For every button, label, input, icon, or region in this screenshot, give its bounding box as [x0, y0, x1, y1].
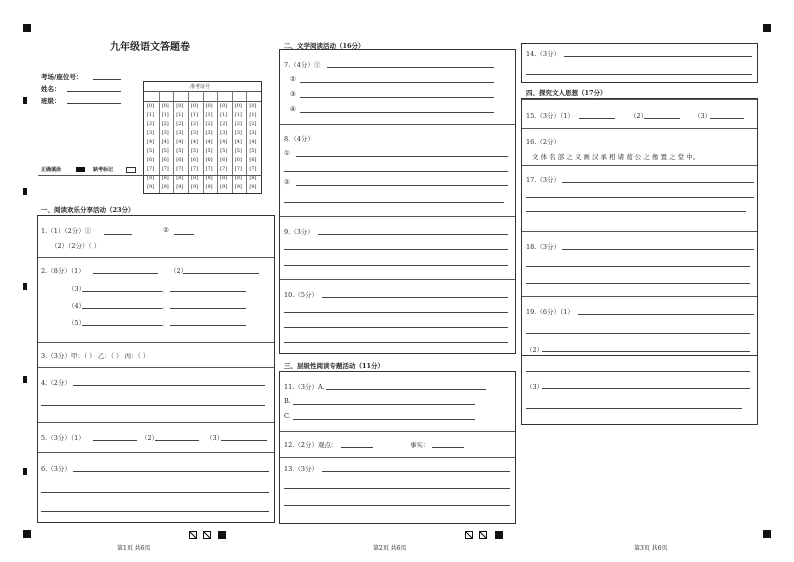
q17-answer-line[interactable] [526, 197, 754, 198]
q9-label: 9.（3分） [284, 228, 314, 236]
exam-digit-bubble[interactable]: [2] [220, 121, 228, 127]
q14-answer-line[interactable] [564, 56, 752, 57]
q18-label: 18.（3分） [526, 243, 560, 251]
exam-digit-bubble[interactable]: [4] [220, 139, 228, 145]
page-code-mark [218, 531, 226, 539]
corner-mark-bl [23, 530, 31, 538]
page-code-mark [465, 531, 473, 539]
exam-digit-bubble[interactable]: [5] [161, 148, 169, 154]
q10-answer-line[interactable] [322, 297, 508, 298]
exam-digit-bubble[interactable]: [1] [161, 112, 169, 118]
q8-2-answer[interactable] [296, 185, 508, 186]
q19-answer-line[interactable] [526, 408, 742, 409]
q15-2-label: （2） [630, 112, 648, 120]
q13-answer-line[interactable] [322, 471, 510, 472]
q11-b-answer[interactable] [293, 404, 475, 405]
exam-digit-bubble[interactable]: [0] [205, 103, 213, 109]
q8-label: 8.（4分） [284, 135, 314, 143]
q1-label: 1.（1）（2分）① [41, 227, 92, 235]
exam-digit-bubble[interactable]: [4] [205, 139, 213, 145]
exam-digit-bubble[interactable]: [8] [176, 175, 184, 181]
page-number-1: 第1页 共6页 [117, 545, 151, 552]
q7-1-answer[interactable] [327, 67, 494, 68]
q2-5-label: （5） [68, 319, 86, 327]
exam-digit-bubble[interactable]: [4] [234, 139, 242, 145]
q9-answer-line[interactable] [284, 249, 508, 250]
exam-digit-bubble[interactable]: [9] [190, 184, 198, 190]
q18-answer-line[interactable] [526, 283, 750, 284]
q19-2-answer[interactable] [542, 351, 750, 352]
page-number-2: 第2页 共6页 [373, 545, 407, 552]
q15-3-answer[interactable] [710, 118, 744, 119]
section-1-title: 一、阅读欢乐分享活动（23分） [41, 206, 135, 214]
exam-digit-bubble[interactable]: [5] [147, 148, 155, 154]
exam-digit-bubble[interactable]: [0] [249, 103, 257, 109]
exam-digit-bubble[interactable]: [5] [220, 148, 228, 154]
q7-3-answer[interactable] [300, 97, 494, 98]
q19-2-label: （2） [526, 346, 544, 354]
q19-answer-line[interactable] [526, 333, 750, 334]
exam-digit-bubble[interactable]: [1] [249, 112, 257, 118]
exam-digit-bubble[interactable]: [7] [234, 166, 242, 172]
section-4-title: 四、探究文人思想（17分） [526, 89, 607, 97]
exam-digit-bubble[interactable]: [6] [220, 157, 228, 163]
q8-answer-line[interactable] [284, 171, 508, 172]
q6-answer-line[interactable] [41, 511, 269, 512]
exam-digit-bubble[interactable]: [8] [205, 175, 213, 181]
exam-digit-bubble[interactable]: [9] [161, 184, 169, 190]
q17-answer-line[interactable] [526, 211, 746, 212]
exam-digit-bubble[interactable]: [6] [176, 157, 184, 163]
exam-digit-bubble[interactable]: [9] [220, 184, 228, 190]
q7-4-label: ④ [290, 105, 296, 113]
exam-digit-bubble[interactable]: [1] [234, 112, 242, 118]
exam-digit-bubble[interactable]: [7] [249, 166, 257, 172]
exam-digit-bubble[interactable]: [7] [161, 166, 169, 172]
corner-mark-tl [23, 24, 31, 32]
q5-label: 5.（3分）（1） [41, 434, 85, 442]
q4-answer-line[interactable] [41, 405, 265, 406]
q16-label: 16.（2分） [526, 138, 560, 146]
q16-text: 文 体 名 部 之 义 画 汉 承 相 诸 葛 公 之 像 置 之 堂 中。 [532, 153, 700, 161]
q17-answer-line[interactable] [562, 182, 754, 183]
exam-digit-bubble[interactable]: [6] [147, 157, 155, 163]
section-3-title: 三、层级性阅读专题活动（11分） [284, 362, 385, 370]
exam-number-grid[interactable] [143, 81, 262, 194]
q9-answer-line[interactable] [284, 265, 508, 266]
side-mark [23, 468, 27, 475]
q15-1-answer[interactable] [579, 118, 615, 119]
exam-digit-bubble[interactable]: [9] [147, 184, 155, 190]
exam-digit-bubble[interactable]: [6] [205, 157, 213, 163]
q12-fact-answer[interactable] [432, 447, 464, 448]
exam-digit-bubble[interactable]: [0] [176, 103, 184, 109]
q2-1-answer[interactable] [93, 273, 158, 274]
q1b-label: （2）（2分）（ ） [51, 242, 101, 250]
exam-digit-bubble[interactable]: [6] [161, 157, 169, 163]
q8-2-label: ② [284, 178, 290, 186]
exam-digit-bubble[interactable]: [1] [176, 112, 184, 118]
exam-digit-bubble[interactable]: [1] [190, 112, 198, 118]
q19-3-answer[interactable] [542, 388, 750, 389]
q2-3-answer-a[interactable] [82, 291, 162, 292]
exam-digit-bubble[interactable]: [1] [205, 112, 213, 118]
exam-digit-bubble[interactable]: [2] [176, 121, 184, 127]
q7-3-label: ③ [290, 90, 296, 98]
exam-digit-bubble[interactable]: [0] [161, 103, 169, 109]
q19-answer-line[interactable] [526, 371, 750, 372]
exam-digit-bubble[interactable]: [3] [249, 130, 257, 136]
exam-digit-bubble[interactable]: [6] [190, 157, 198, 163]
exam-digit-bubble[interactable]: [3] [176, 130, 184, 136]
answer-area-2[interactable] [279, 49, 516, 354]
exam-digit-bubble[interactable]: [3] [161, 130, 169, 136]
q6-label: 6.（3分） [41, 465, 71, 473]
q2-2-label: （2） [170, 267, 188, 275]
q5-3-label: （3） [206, 434, 224, 442]
exam-digit-bubble[interactable]: [5] [249, 148, 257, 154]
q11-c-label: C. [284, 412, 291, 420]
page-code-mark [203, 531, 211, 539]
exam-digit-bubble[interactable]: [3] [220, 130, 228, 136]
q1-2-label: ② [163, 226, 169, 234]
q2-5-answer-b[interactable] [170, 325, 246, 326]
answer-area-6[interactable] [521, 346, 758, 425]
q10-label: 10.（5分） [284, 291, 318, 299]
q6-answer-line[interactable] [41, 492, 269, 493]
corner-mark-tr [763, 24, 771, 32]
q15-3-label: （3） [694, 112, 712, 120]
room-label: 考场/座位号： [41, 73, 83, 81]
correct-fill-label: 正确填涂 [41, 167, 62, 173]
exam-digit-bubble[interactable]: [5] [234, 148, 242, 154]
q2-4-answer-b[interactable] [170, 308, 246, 309]
q5-2-label: （2） [141, 434, 159, 442]
exam-digit-bubble[interactable]: [3] [205, 130, 213, 136]
q14-answer-line[interactable] [526, 74, 752, 75]
class-field[interactable] [67, 103, 121, 104]
q7-4-answer[interactable] [300, 112, 494, 113]
q15-2-answer[interactable] [644, 118, 680, 119]
q4-label: 4.（2分） [41, 379, 71, 387]
q2-5-answer-a[interactable] [82, 325, 162, 326]
q2-4-answer-a[interactable] [82, 308, 162, 309]
q13-label: 13.（3分） [284, 465, 318, 473]
exam-digit-bubble[interactable]: [1] [147, 112, 155, 118]
exam-digit-bubble[interactable]: [2] [234, 121, 242, 127]
q10-answer-line[interactable] [284, 342, 508, 343]
exam-digit-bubble[interactable]: [8] [147, 175, 155, 181]
name-field[interactable] [67, 91, 121, 92]
side-mark [23, 188, 27, 195]
exam-digit-bubble[interactable]: [3] [147, 130, 155, 136]
exam-digit-bubble[interactable]: [1] [220, 112, 228, 118]
exam-digit-bubble[interactable]: [8] [220, 175, 228, 181]
q7-label: 7.（4分）① [284, 61, 321, 69]
absent-mark-box[interactable] [126, 167, 136, 173]
q11-c-answer[interactable] [293, 419, 475, 420]
q11-b-label: B. [284, 397, 291, 405]
exam-digit-bubble[interactable]: [7] [205, 166, 213, 172]
q13-answer-line[interactable] [284, 488, 510, 489]
q17-label: 17.（3分） [526, 176, 560, 184]
q14-label: 14.（3分） [526, 50, 560, 58]
exam-digit-bubble[interactable]: [5] [190, 148, 198, 154]
q5-3-answer[interactable] [221, 440, 267, 441]
q1-2-answer[interactable] [174, 234, 194, 235]
q2-3-label: （3） [68, 285, 86, 293]
exam-digit-bubble[interactable]: [7] [147, 166, 155, 172]
exam-number-label: 准考证号 [190, 84, 211, 90]
exam-digit-bubble[interactable]: [2] [161, 121, 169, 127]
exam-digit-bubble[interactable]: [7] [176, 166, 184, 172]
q10-answer-line[interactable] [284, 327, 508, 328]
exam-digit-bubble[interactable]: [8] [249, 175, 257, 181]
exam-digit-bubble[interactable]: [2] [147, 121, 155, 127]
exam-digit-bubble[interactable]: [4] [190, 139, 198, 145]
page-code-mark [479, 531, 487, 539]
q7-2-answer[interactable] [300, 82, 494, 83]
page-title: 九年级语文答题卷 [110, 42, 190, 53]
exam-digit-bubble[interactable]: [7] [190, 166, 198, 172]
exam-digit-bubble[interactable]: [0] [234, 103, 242, 109]
q2-4-label: （4） [68, 302, 86, 310]
exam-digit-bubble[interactable]: [6] [234, 157, 242, 163]
exam-digit-bubble[interactable]: [9] [176, 184, 184, 190]
correct-fill-sample [76, 167, 85, 172]
q12-viewpoint-answer[interactable] [341, 447, 373, 448]
page-code-mark [189, 531, 197, 539]
q19-label: 19.（6分）（1） [526, 308, 574, 316]
q18-answer-line[interactable] [526, 266, 750, 267]
answer-area-3[interactable] [279, 371, 516, 524]
page-code-mark [495, 531, 503, 539]
q10-answer-line[interactable] [284, 312, 508, 313]
exam-digit-bubble[interactable]: [2] [205, 121, 213, 127]
q11-label: 11.（3分）A. [284, 383, 325, 391]
exam-digit-bubble[interactable]: [3] [234, 130, 242, 136]
q2-2-answer[interactable] [183, 273, 259, 274]
q19-3-label: （3） [526, 383, 544, 391]
class-label: 班级： [41, 97, 61, 105]
q9-answer-line[interactable] [318, 234, 508, 235]
q5-2-answer[interactable] [155, 440, 199, 441]
corner-mark-br [763, 530, 771, 538]
name-label: 姓名： [41, 85, 61, 93]
side-mark [23, 376, 27, 383]
side-mark [23, 283, 27, 290]
q12-label: 12.（2分）观点： [284, 441, 338, 449]
answer-area-4[interactable] [521, 43, 758, 83]
exam-digit-bubble[interactable]: [4] [147, 139, 155, 145]
q11-a-answer[interactable] [326, 389, 486, 390]
exam-digit-bubble[interactable]: [2] [190, 121, 198, 127]
q3-label: 3.（3分）甲：（ ） 乙：（ ） 丙：（ ） [41, 352, 150, 360]
q13-answer-line[interactable] [284, 505, 510, 506]
absent-mark-label: 缺考标记 [93, 167, 114, 173]
q8-1-answer[interactable] [296, 156, 508, 157]
answer-area-5[interactable] [521, 98, 758, 356]
q19-1-answer[interactable] [578, 314, 754, 315]
exam-digit-bubble[interactable]: [4] [249, 139, 257, 145]
q5-1-answer[interactable] [93, 440, 137, 441]
exam-digit-bubble[interactable]: [7] [220, 166, 228, 172]
q4-answer-line[interactable] [73, 385, 265, 386]
q12-fact-label: 事实： [410, 441, 430, 449]
q1-1-answer[interactable] [104, 234, 132, 235]
q2-label: 2.（8分）（1） [41, 267, 85, 275]
exam-digit-bubble[interactable]: [6] [249, 157, 257, 163]
page-number-3: 第3页 共6页 [634, 545, 668, 552]
exam-digit-bubble[interactable]: [4] [176, 139, 184, 145]
exam-digit-bubble[interactable]: [0] [190, 103, 198, 109]
exam-digit-bubble[interactable]: [9] [205, 184, 213, 190]
exam-digit-bubble[interactable]: [9] [234, 184, 242, 190]
q15-label: 15.（3分）（1） [526, 112, 574, 120]
section-2-title: 二、文学阅读活动（16分） [284, 42, 365, 50]
exam-digit-bubble[interactable]: [5] [176, 148, 184, 154]
exam-digit-bubble[interactable]: [4] [161, 139, 169, 145]
exam-digit-bubble[interactable]: [8] [190, 175, 198, 181]
side-mark [23, 97, 27, 104]
q8-answer-line[interactable] [284, 202, 504, 203]
exam-digit-bubble[interactable]: [9] [249, 184, 257, 190]
answer-area-1[interactable]: 1.（1）（2分）① ② （2）（2分）（ ） 2.（8分）（1） （2） （3） ， （4） ， （5） ， 3.（3分）甲：（ ） 乙：（ ） 丙：（ ） 4.（2分） 5.（3分）（1） （2） （3） 6.（3分） [37, 215, 275, 523]
exam-digit-bubble[interactable]: [8] [161, 175, 169, 181]
exam-digit-bubble[interactable]: [8] [234, 175, 242, 181]
q7-2-label: ② [290, 75, 296, 83]
exam-digit-bubble[interactable]: [3] [190, 130, 198, 136]
exam-digit-bubble[interactable]: [2] [249, 121, 257, 127]
q6-answer-line[interactable] [73, 471, 269, 472]
q8-1-label: ① [284, 149, 290, 157]
exam-digit-bubble[interactable]: [0] [220, 103, 228, 109]
room-field[interactable] [93, 79, 121, 80]
exam-digit-bubble[interactable]: [0] [147, 103, 155, 109]
q2-3-answer-b[interactable] [170, 291, 246, 292]
exam-digit-bubble[interactable]: [5] [205, 148, 213, 154]
q18-answer-line[interactable] [562, 249, 754, 250]
